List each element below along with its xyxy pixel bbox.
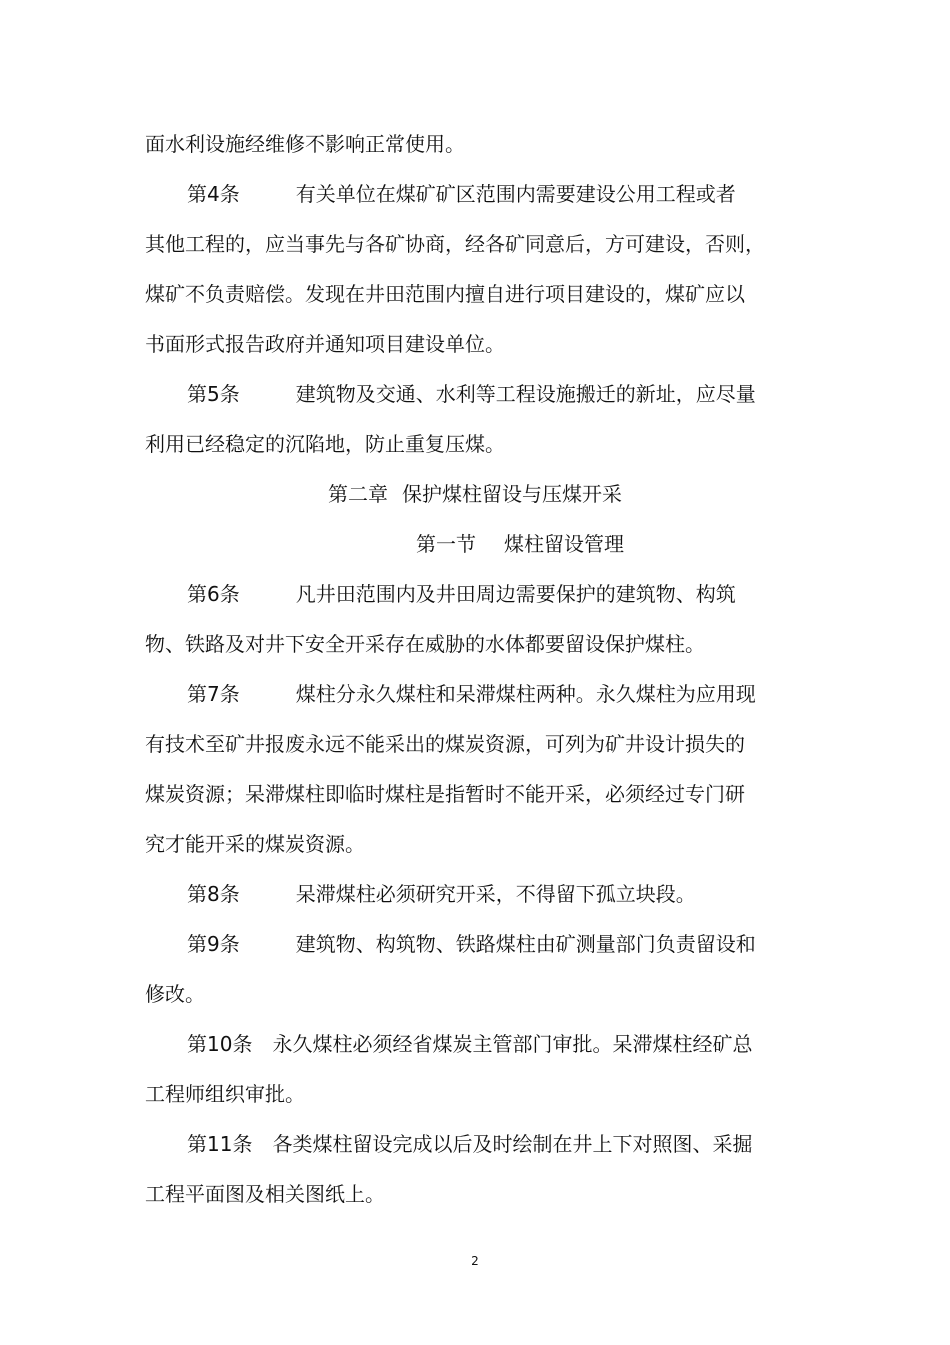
article-4 [187,179,736,209]
text-line: 其他工程的，应当事先与各矿协商，经各矿同意后，方可建设，否则， [145,232,765,256]
article-text: 有关单位在煤矿矿区范围内需要建设公用工程或者 [295,182,736,206]
article-number: 第4条 [187,182,240,206]
article-number: 第8条 [187,882,240,906]
article-number: 第10条 [187,1032,253,1056]
article-7 [187,679,756,709]
article-10 [187,1029,752,1059]
text-line: 究才能开采的煤炭资源。 [145,832,365,856]
text-line: 有技术至矿井报废永远不能采出的煤炭资源，可列为矿井设计损失的 [145,732,745,756]
article-text: 凡井田范围内及井田周边需要保护的建筑物、构筑 [295,582,736,606]
text-line: 煤矿不负责赔偿。发现在井田范围内擅自进行项目建设的，煤矿应以 [145,282,745,306]
article-number: 第6条 [187,582,240,606]
text-line: 工程师组织审批。 [145,1082,305,1106]
section-number: 第一节 [416,532,476,556]
article-number: 第9条 [187,932,240,956]
chapter-title: 保护煤柱留设与压煤开采 [402,482,622,506]
section-heading [0,529,950,559]
article-text: 煤柱分永久煤柱和呆滞煤柱两种。永久煤柱为应用现 [295,682,756,706]
article-number: 第5条 [187,382,240,406]
article-5 [187,379,756,409]
article-text: 永久煤柱必须经省煤炭主管部门审批。呆滞煤柱经矿总 [272,1032,753,1056]
chapter-number: 第二章 [328,482,388,506]
article-text: 呆滞煤柱必须研究开采，不得留下孤立块段。 [295,882,696,906]
article-number: 第11条 [187,1132,253,1156]
article-text: 各类煤柱留设完成以后及时绘制在井上下对照图、采掘 [272,1132,753,1156]
section-title: 煤柱留设管理 [504,532,624,556]
article-8 [187,879,696,909]
article-11 [187,1129,752,1159]
article-6 [187,579,736,609]
chapter-heading [0,479,950,509]
text-line: 煤炭资源；呆滞煤柱即临时煤柱是指暂时不能开采，必须经过专门研 [145,782,745,806]
text-line: 工程平面图及相关图纸上。 [145,1182,385,1206]
text-line: 修改。 [145,982,205,1006]
article-text: 建筑物及交通、水利等工程设施搬迁的新址，应尽量 [295,382,756,406]
text-line: 面水利设施经维修不影响正常使用。 [145,132,465,156]
page-number: 2 [471,1254,479,1268]
text-line: 物、铁路及对井下安全开采存在威胁的水体都要留设保护煤柱。 [145,632,705,656]
text-line: 利用已经稳定的沉陷地，防止重复压煤。 [145,432,505,456]
article-text: 建筑物、构筑物、铁路煤柱由矿测量部门负责留设和 [295,932,756,956]
text-line: 书面形式报告政府并通知项目建设单位。 [145,332,505,356]
article-number: 第7条 [187,682,240,706]
article-9 [187,929,756,959]
